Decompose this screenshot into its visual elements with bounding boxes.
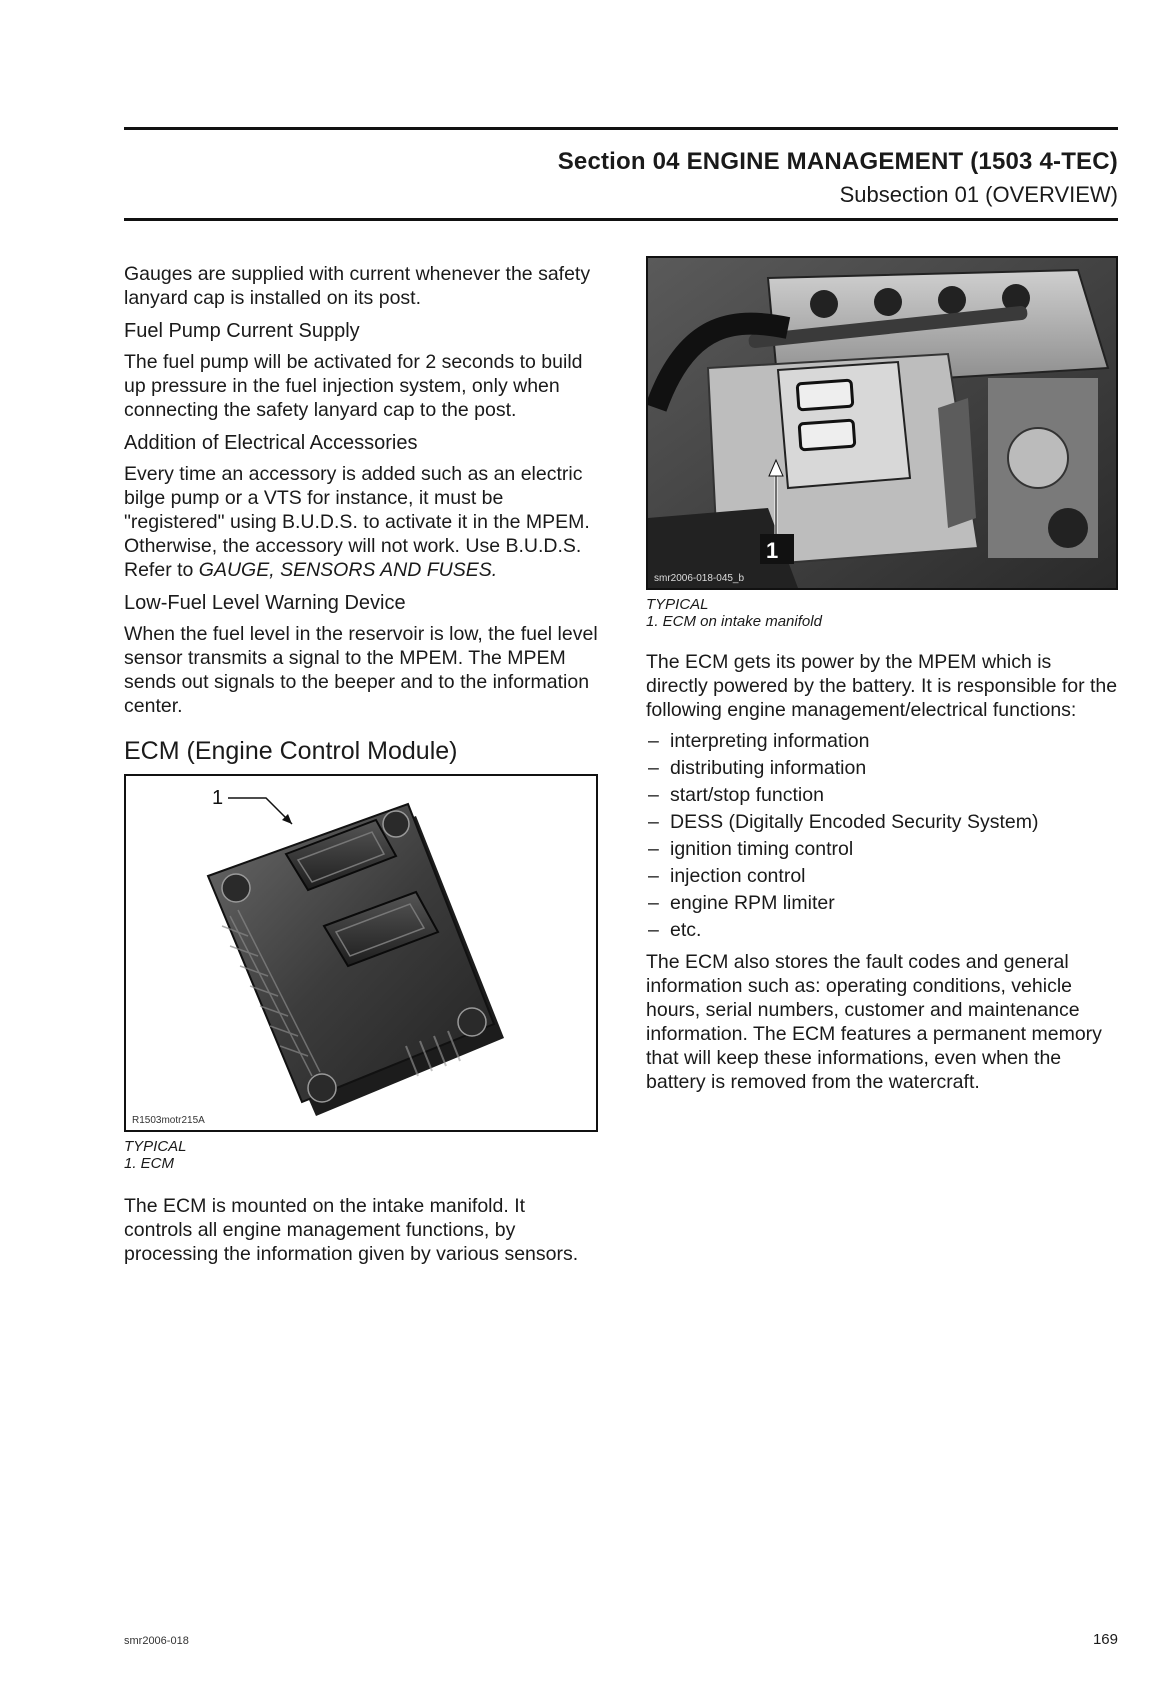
ecm-caption-item: 1. ECM bbox=[124, 1155, 175, 1172]
list-item: – engine RPM limiter bbox=[646, 890, 1118, 917]
left-column bbox=[124, 262, 598, 1272]
list-item: – ignition timing control bbox=[646, 836, 1118, 863]
list-item: – DESS (Digitally Encoded Security System) bbox=[646, 809, 1118, 836]
low-fuel-paragraph: When the fuel level in the reservoir is low, the fuel level sensor transmits a signal to the MPEM. The MPEM sends out signals to the beeper and to the information center. bbox=[124, 623, 598, 717]
list-item: – distributing information bbox=[646, 755, 1118, 782]
intro-paragraph: Gauges are supplied with current whenever the safety lanyard cap is installed on its post. bbox=[124, 263, 591, 309]
ecm-power-paragraph: The ECM gets its power by the MPEM which is directly powered by the battery. It is responsible for the following engine management/electrical functions: bbox=[646, 651, 1118, 721]
ecm-figure-caption bbox=[124, 1138, 598, 1172]
fuel-pump-paragraph: The fuel pump will be activated for 2 seconds to build up pressure in the fuel injection system, only when connecting the safety lanyard cap to the post. bbox=[124, 351, 583, 421]
ecm-memory-paragraph: The ECM also stores the fault codes and general information such as: operating conditions, vehicle hours, serial numbers, customer and maintenance information. The ECM features a permanent memory that will keep these informations, even when the battery is removed from the watercraft. bbox=[646, 951, 1102, 1093]
intake-manifold-figure bbox=[646, 256, 1118, 590]
list-item: – interpreting information bbox=[646, 728, 1118, 755]
low-fuel-heading: Low-Fuel Level Warning Device bbox=[124, 592, 406, 614]
footer-document-code: smr2006-018 bbox=[124, 1635, 189, 1647]
accessories-paragraph bbox=[124, 462, 598, 582]
ecm-mount-paragraph: The ECM is mounted on the intake manifold. It controls all engine management functions, by processing the information given by various sensors. bbox=[124, 1195, 579, 1265]
manifold-caption-item: 1. ECM on intake manifold bbox=[646, 613, 822, 630]
list-item: – injection control bbox=[646, 863, 1118, 890]
manifold-caption-title: TYPICAL bbox=[646, 596, 709, 613]
list-item: – start/stop function bbox=[646, 782, 1118, 809]
subsection-title: Subsection 01 (OVERVIEW) bbox=[839, 182, 1118, 207]
section-title: Section 04 ENGINE MANAGEMENT (1503 4-TEC) bbox=[557, 148, 1118, 175]
manifold-callout-number: 1 bbox=[766, 538, 779, 563]
ecm-heading: ECM (Engine Control Module) bbox=[124, 737, 458, 765]
list-item: – etc. bbox=[646, 917, 1118, 944]
ecm-figure bbox=[124, 774, 598, 1132]
ecm-caption-title: TYPICAL bbox=[124, 1138, 187, 1155]
header-rule-top bbox=[124, 127, 1118, 130]
intake-manifold-photo bbox=[648, 258, 1116, 588]
right-column bbox=[646, 256, 1118, 1100]
accessories-end: . bbox=[491, 559, 498, 581]
manifold-figure-caption bbox=[646, 596, 1118, 630]
header-rule-bottom bbox=[124, 218, 1118, 221]
accessories-heading: Addition of Electrical Accessories bbox=[124, 432, 418, 454]
page-number: 169 bbox=[1092, 1631, 1118, 1648]
accessories-text: Every time an accessory is added such as an electric bilge pump or a VTS for instance, it must be "registered" using B.U.D.S. to activate it in the MPEM. Otherwise, the accessory will not work. Use B.U.D.S. Refer to bbox=[124, 463, 590, 581]
ecm-functions-list bbox=[646, 728, 1118, 944]
ecm-callout-number: 1 bbox=[212, 787, 224, 809]
manifold-figure-id: smr2006-018-045_b bbox=[654, 573, 745, 584]
ecm-figure-id: R1503motr215A bbox=[132, 1115, 205, 1126]
ecm-illustration bbox=[126, 776, 596, 1130]
fuel-pump-heading: Fuel Pump Current Supply bbox=[124, 320, 360, 342]
accessories-reference: GAUGE, SENSORS AND FUSES bbox=[198, 559, 492, 581]
